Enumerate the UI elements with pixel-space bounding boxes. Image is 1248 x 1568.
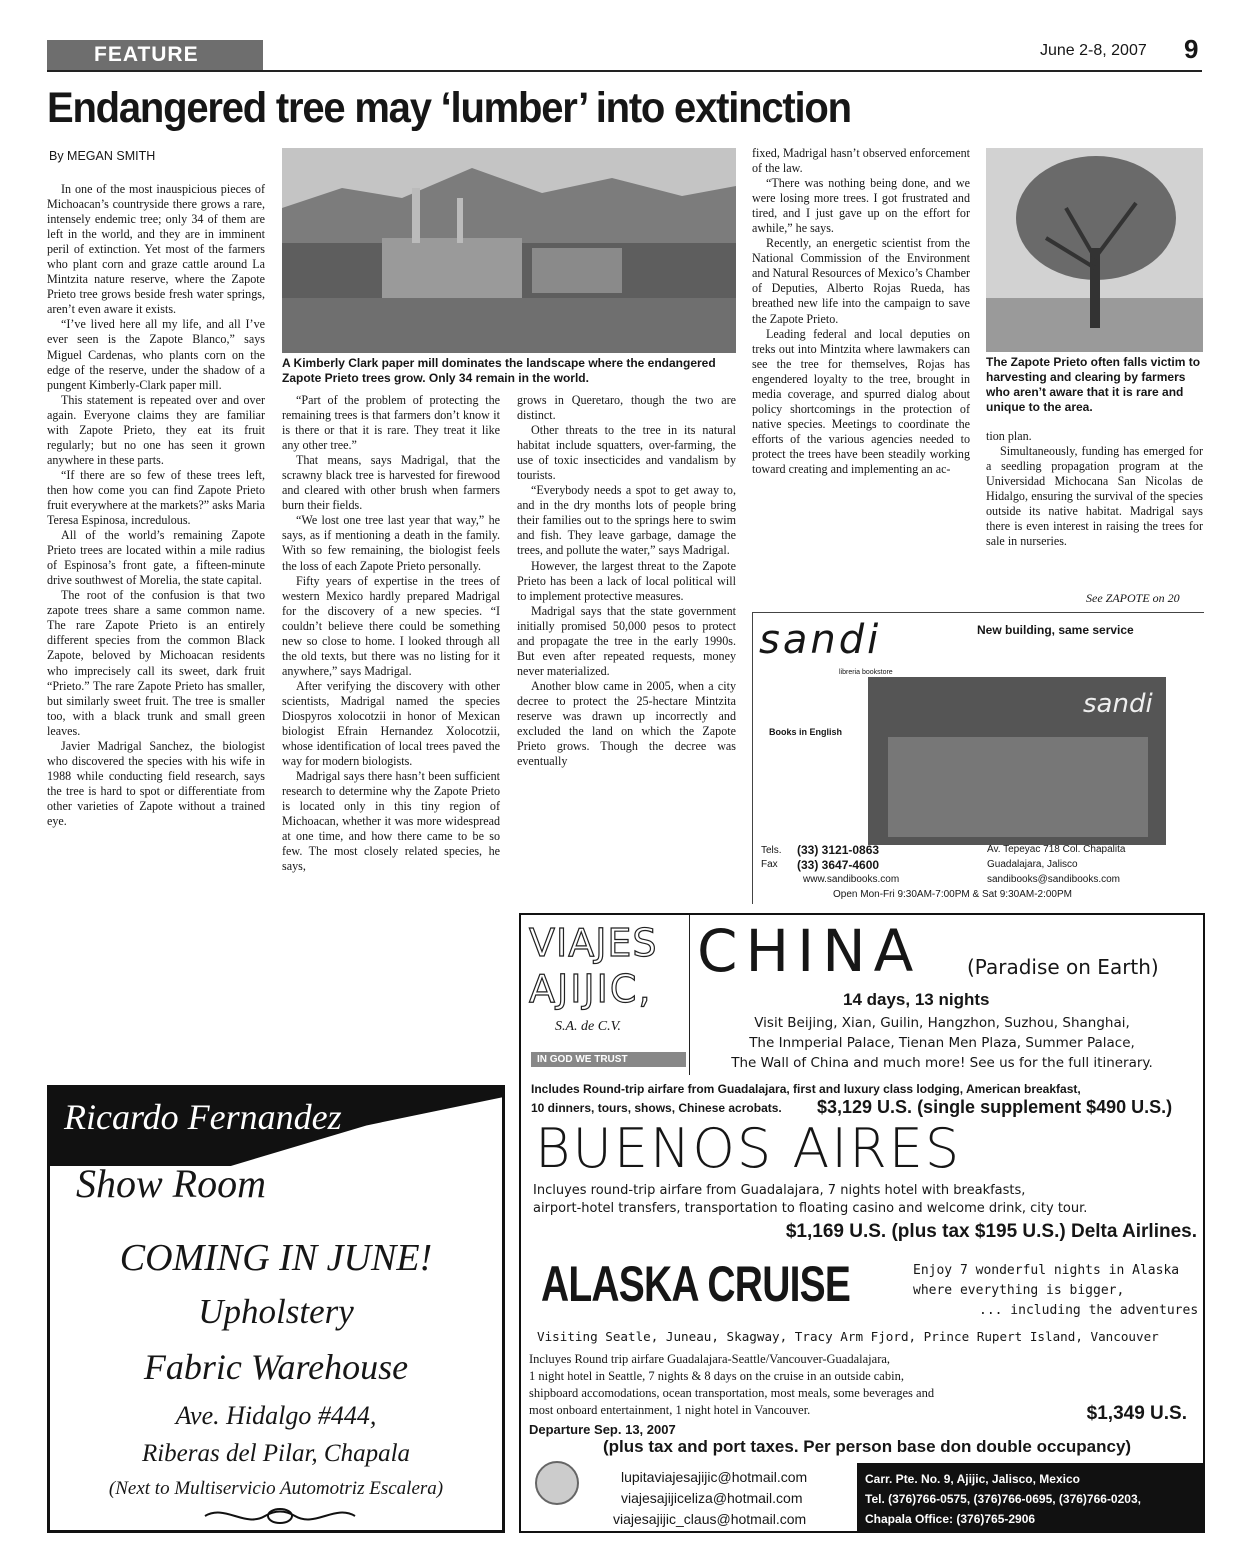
paragraph: Javier Madrigal Sanchez, the biologist who discovered the species with his wife in 1988 while conducting field research, says the tree is hard to spot or differentiate from other varieties of Zapote without a trained eye. — [47, 738, 265, 828]
paragraph: Other threats to the tree in its natural habitat include squatters, over-farming, the use of toxic insecticides and vandalism by tourists. — [517, 423, 736, 483]
photo-caption: The Zapote Prieto often falls victim to harvesting and clearing by farmers who aren’t aware that it is rare and unique to the area. — [986, 355, 1201, 414]
email-2[interactable]: viajesajijiceliza@hotmail.com — [621, 1490, 803, 1506]
buenos-aires-price: $1,169 U.S. (plus tax $195 U.S.) Delta Airlines. — [785, 1221, 1197, 1242]
ornament-icon — [200, 1504, 360, 1528]
paragraph: All of the world’s remaining Zapote Prieto trees are located within a mile radius of Espinosa’s front gate, a fifteen-minute drive southwest of Morelia, the state capital. — [47, 528, 265, 588]
paragraph: Leading federal and local deputies on treks out into Mintzita where lawmakers can see the tree for themselves, Rojas has engendered loyalty to the tree, brought in media coverage, and spurred dialog about policy shortcomings in the protection of native species. Meetings to coordinate the efforts of the various agencies needed to protect the trees have been steadily working toward creating and implementing an ac- — [752, 326, 970, 476]
storefront-window — [888, 737, 1148, 837]
sandi-logo: sandi — [759, 617, 882, 663]
paragraph: “Everybody needs a spot to get away to, and in the dry months lots of people bring their families out to the springs here to swim and fish. They leave garbage, damage the trees, and pollute the water,” says Madrigal. — [517, 483, 736, 558]
ricardo-coming: COMING IN JUNE! — [119, 1237, 433, 1279]
paragraph: Madrigal says there hasn’t been sufficient research to determine why the Zapote Prieto is located only in this tiny region of Michoacan, whether it was more widespread at one time, and how there came to be so few. The most closely related species, he says, — [282, 769, 500, 874]
contact-block — [857, 1463, 1203, 1533]
paragraph: “If there are so few of these trees left, then how come you can find Zapote Prieto fruit everywhere at the markets?” asks Maria Teresa Espinosa, incredulous. — [47, 467, 265, 528]
article-column-3 — [517, 393, 736, 769]
section-tag — [47, 40, 263, 70]
section-label: FEATURE — [94, 43, 199, 66]
paragraph: Another blow came in 2005, when a city decree to protect the 25-hectare Mintzita reserve was drawn up incorrectly and excluded the land on which the Zapote Prieto grows. Though the decree was eventually — [517, 678, 736, 769]
viajes-logo-3: S.A. de C.V. — [555, 1019, 621, 1034]
viajes-logo-1: VIAJES — [529, 921, 658, 965]
ricardo-line2: Fabric Warehouse — [143, 1347, 409, 1387]
sandi-fax: (33) 3647-4600 — [797, 858, 880, 872]
ricardo-line1: Upholstery — [198, 1292, 354, 1331]
paper-mill-photo — [282, 148, 736, 353]
ricardo-name: Ricardo Fernandez — [64, 1097, 342, 1137]
paragraph: grows in Queretaro, though the two are distinct. — [517, 393, 736, 423]
photo-caption: A Kimberly Clark paper mill dominates the landscape where the endangered Zapote Prieto trees grow. Only 34 remain in the world. — [282, 356, 716, 385]
paragraph: “Part of the problem of protecting the remaining trees is that farmers don’t know it is there or that it is rare. They treat it like any other tree.” — [282, 393, 500, 453]
paragraph: “I’ve lived here all my life, and all I’ve ever seen is the Zapote Blanco,” says Miguel Cardenas, who plants corn on the edge of the reserve, under the shadow of a pungent Kimberly-Clark paper mill. — [47, 317, 265, 392]
sandi-email[interactable]: sandibooks@sandibooks.com — [987, 874, 1121, 885]
alaska-title: ALASKA CRUISE — [541, 1256, 851, 1312]
viajes-motto: IN GOD WE TRUST — [531, 1052, 686, 1067]
article-column-1 — [47, 182, 265, 829]
china-includes-2: 10 dinners, tours, shows, Chinese acrobats. — [531, 1101, 782, 1115]
article-column-4 — [752, 146, 970, 477]
header-rule — [47, 70, 1202, 72]
paragraph: The root of the confusion is that two zapote trees share a same common name. The rare Zapote Prieto is an entirely different species from the common Black Zapote, beloved by Michoacan residents who imprecisely call its sweet, dark fruit “Prieto.” The rare Zapote Prieto has smaller, but similarly sweet fruit. The tree is smaller too, with a black trunk and small green leaves. — [47, 588, 265, 738]
china-line-1: Visit Beijing, Xian, Guilin, Hangzhon, Suzhou, Shanghai, — [754, 1015, 1130, 1031]
alaska-slogan-3: ... including the adventures — [979, 1303, 1199, 1318]
buenos-aires-line-1: Incluyes round-trip airfare from Guadalajara, 7 nights hotel with breakfasts, — [533, 1183, 1026, 1198]
china-line-3: The Wall of China and much more! See us for the full itinerary. — [731, 1055, 1153, 1071]
paragraph: Simultaneously, funding has emerged for a seedling propagation program at the Universidad Michocana San Nicolas de Hidalgo, ensuring the survival of the species outside its native habitat. Madrigal says there is even interest in raising the trees for sale in nurseries. — [986, 444, 1203, 549]
contact-chapala: Chapala Office: (376)765-2906 — [865, 1512, 1036, 1526]
ricardo-note: (Next to Multiservicio Automotriz Escalera) — [108, 1478, 444, 1499]
alaska-departure: Departure Sep. 13, 2007 — [529, 1422, 676, 1437]
alaska-taxes: (plus tax and port taxes. Per person base don double occupancy) — [603, 1437, 1132, 1456]
byline: By MEGAN SMITH — [49, 149, 156, 163]
paragraph: After verifying the discovery with other scientists, Madrigal named the species Diospyros xolocotzii in honor of Mexican biologist Efrain Hernandez Xolocotzii, whose identification of local trees paved the way for modern biologists. — [282, 678, 500, 769]
paragraph: This statement is repeated over and over again. Everyone claims they are familiar with Zapote Prieto, they eat its fruit regularly; but no one has seen it grown anywhere in these parts. — [47, 392, 265, 467]
paragraph: Recently, an energetic scientist from the National Commission of the Environment and Natural Resources of Mexico’s Chamber of Deputies, Alberto Rojas Rueda, has breathed new life into the campaign to save the Zapote Prieto. — [752, 236, 970, 326]
page-number: 9 — [1184, 34, 1199, 64]
china-line-2: The Inmperial Palace, Tienan Men Plaza, Summer Palace, — [749, 1035, 1135, 1051]
issue-date: June 2-8, 2007 — [1040, 42, 1147, 59]
sandi-address: Av. Tepeyac 718 Col. Chapalita — [987, 844, 1126, 855]
ricardo-fernandez-ad — [47, 1085, 505, 1533]
paragraph: However, the largest threat to the Zapote Prieto has been a lack of local political will to implement protective measures. — [517, 558, 736, 603]
sandi-books-english: Books in English — [769, 727, 843, 737]
alaska-slogan-1: Enjoy 7 wonderful nights in Alaska — [913, 1263, 1180, 1278]
buenos-aires-line-2: airport-hotel transfers, transportation to floating casino and welcome drink, city tour. — [533, 1201, 1088, 1216]
sandi-tagline: New building, same service — [977, 623, 1134, 637]
article-column-5 — [986, 429, 1203, 549]
viajes-logo-divider — [689, 915, 690, 1075]
sandi-fax-label: Fax — [761, 859, 778, 870]
paper-mill-illustration — [282, 148, 736, 353]
article-column-2 — [282, 393, 500, 875]
viajes-logo-2: AJIJIC, — [529, 967, 653, 1011]
jump-link[interactable]: See ZAPOTE on 20 — [1086, 591, 1180, 605]
sandi-city: Guadalajara, Jalisco — [987, 859, 1078, 870]
sandi-ad — [752, 612, 1204, 904]
alaska-price: $1,349 U.S. — [1086, 1403, 1187, 1424]
viajes-ajijic-ad — [519, 913, 1205, 1533]
china-title: CHINA — [697, 917, 922, 985]
alaska-line-3: shipboard accomodations, ocean transportation, most meals, some beverages and — [529, 1386, 935, 1400]
paragraph: Fifty years of expertise in the trees of western Mexico hardly prepared Madrigal for the discovery of a new species. “I couldn’t believe there could be something new so close to home. I looked through all the old texts, but there was no listing for it anywhere,” says Madrigal. — [282, 573, 500, 678]
sandi-store-photo — [868, 677, 1166, 845]
ricardo-showroom: Show Room — [76, 1161, 266, 1206]
china-subtitle: (Paradise on Earth) — [967, 955, 1159, 979]
alaska-line-1: Incluyes Round trip airfare Guadalajara-Seattle/Vancouver-Guadalajara, — [529, 1352, 891, 1366]
viajes-seal-icon — [535, 1461, 579, 1505]
email-1[interactable]: lupitaviajesajijic@hotmail.com — [621, 1469, 808, 1485]
tree-illustration — [986, 148, 1203, 352]
paragraph: tion plan. — [986, 429, 1032, 443]
zapote-tree-photo — [986, 148, 1203, 352]
paragraph: Madrigal says that the state government initially promised 50,000 pesos to protect and propagate the tree in the early 1990s. But even after repeated requests, money never materialized. — [517, 603, 736, 678]
ricardo-address: Ave. Hidalgo #444, — [175, 1401, 377, 1430]
paragraph: “There was nothing being done, and we were losing more trees. I got frustrated and tired, and I just gave up on the effort for awhile,” he says. — [752, 176, 970, 236]
sandi-website[interactable]: www.sandibooks.com — [803, 874, 900, 885]
sandi-hours: Open Mon-Fri 9:30AM-7:00PM & Sat 9:30AM-2:00PM — [833, 889, 1072, 900]
china-duration: 14 days, 13 nights — [843, 990, 990, 1009]
china-includes-1: Includes Round-trip airfare from Guadalajara, first and luxury class lodging, American breakfast, — [531, 1082, 1081, 1096]
alaska-line-4: most onboard entertainment, 1 night hotel in Vancouver. — [529, 1403, 811, 1417]
alaska-visiting: Visiting Seatle, Juneau, Skagway, Tracy Arm Fjord, Prince Rupert Island, Vancouver — [537, 1329, 1159, 1344]
email-3[interactable]: viajesajijic_claus@hotmail.com — [613, 1511, 807, 1527]
contact-phones: Tel. (376)766-0575, (376)766-0695, (376)766-0203, — [865, 1492, 1141, 1506]
sandi-subtitle: libreria bookstore — [839, 669, 893, 676]
paragraph: In one of the most inauspicious pieces of Michoacan’s countryside there grows a rare, intensely endemic tree; only 34 of them are left in the world, and they are in imminent peril of extinction. Yet most of the farmers who plant corn and graze cattle around La Mintzita nature reserve, where the Zapote Prieto tree grows beside fresh water springs, aren’t even aware it exists. — [47, 182, 265, 317]
paragraph: “We lost one tree last year that way,” he says, as if mentioning a death in the family. With so few remaining, the biologist feels the loss of each Zapote Prieto personally. — [282, 513, 500, 573]
alaska-line-2: 1 night hotel in Seattle, 7 nights & 8 days on the cruise in an outside cabin, — [529, 1369, 904, 1383]
ricardo-place: Riberas del Pilar, Chapala — [141, 1440, 411, 1467]
paragraph: fixed, Madrigal hasn’t observed enforcement of the law. — [752, 146, 970, 176]
sandi-tels-label: Tels. — [761, 845, 782, 856]
buenos-aires-title: BUENOS AIRES — [535, 1117, 962, 1180]
headline: Endangered tree may ‘lumber’ into extinction — [47, 84, 851, 132]
alaska-slogan-2: where everything is bigger, — [913, 1283, 1125, 1298]
sandi-phone: (33) 3121-0863 — [797, 843, 880, 857]
china-price: $3,129 U.S. (single supplement $490 U.S.) — [817, 1097, 1173, 1117]
sandi-sign: sandi — [1083, 689, 1153, 719]
paragraph: That means, says Madrigal, that the scrawny black tree is harvested for firewood and cleared with other brush when farmers burn their fields. — [282, 453, 500, 513]
contact-address: Carr. Pte. No. 9, Ajijic, Jalisco, Mexico — [865, 1472, 1080, 1486]
